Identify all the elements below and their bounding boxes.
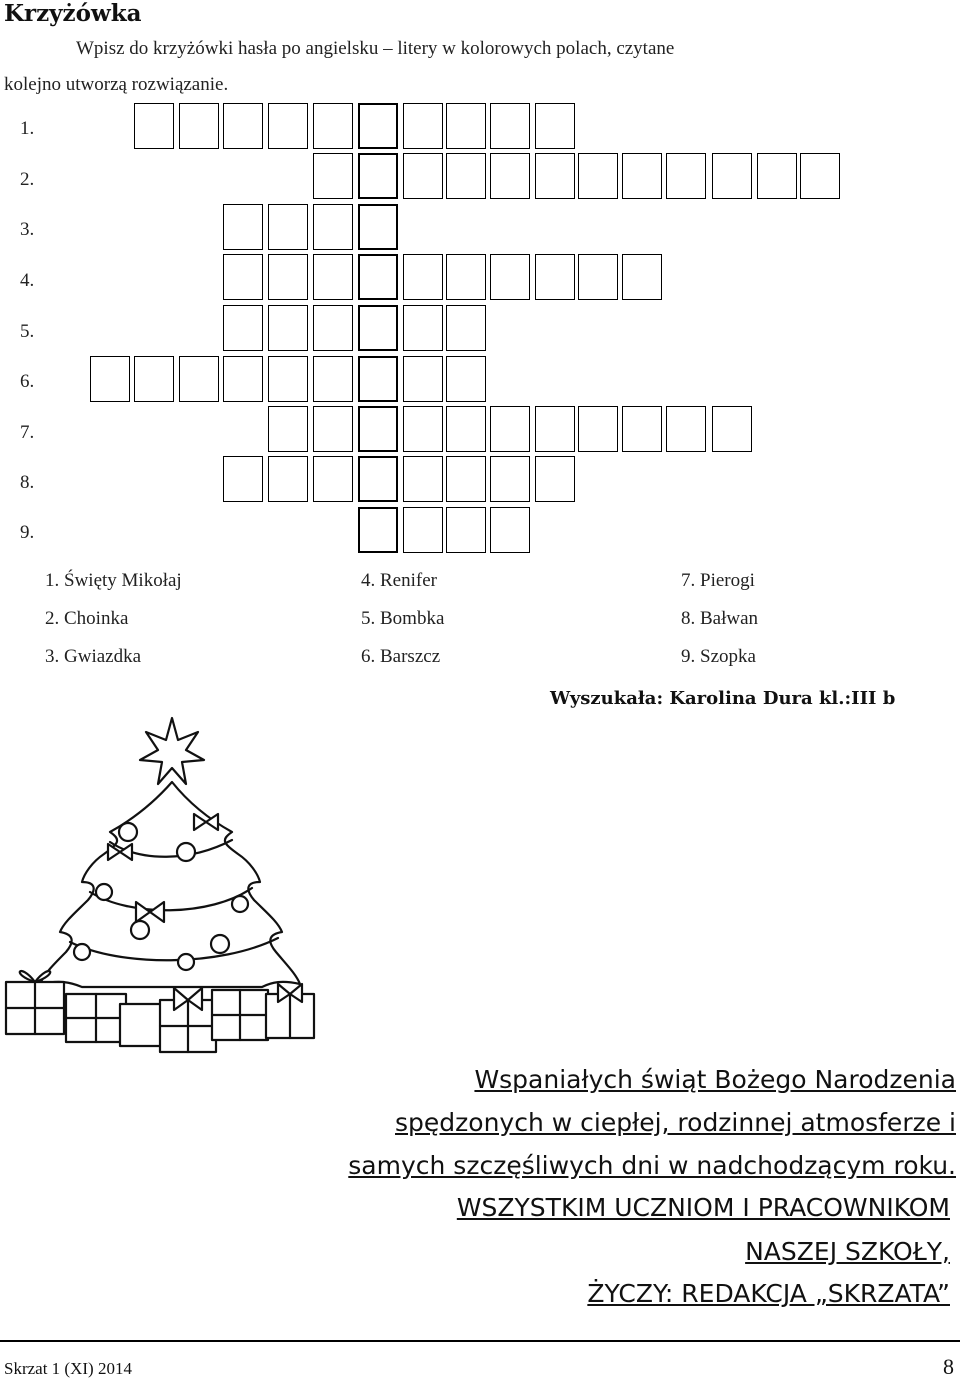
star-icon [140, 718, 204, 784]
crossword-cell[interactable] [490, 406, 530, 452]
crossword-cell[interactable] [757, 153, 797, 199]
crossword-cell[interactable] [313, 305, 353, 351]
footer-divider [0, 1340, 960, 1342]
crossword-cell[interactable] [622, 254, 662, 300]
crossword-cell[interactable] [535, 153, 575, 199]
crossword-cell[interactable] [800, 153, 840, 199]
crossword-cell[interactable] [403, 153, 443, 199]
instruction-line-1: Wpisz do krzyżówki hasła po angielsku – litery w kolorowych polach, czytane [76, 38, 675, 59]
crossword-cell[interactable] [535, 103, 575, 149]
crossword-solution-cell[interactable] [358, 406, 398, 452]
crossword-cell[interactable] [223, 456, 263, 502]
crossword-cell[interactable] [90, 356, 130, 402]
crossword-cell[interactable] [446, 153, 486, 199]
crossword-cell[interactable] [712, 406, 752, 452]
crossword-cell[interactable] [535, 456, 575, 502]
crossword-cell[interactable] [446, 507, 486, 553]
crossword-cell[interactable] [313, 356, 353, 402]
crossword-cell[interactable] [223, 204, 263, 250]
crossword-cell[interactable] [622, 153, 662, 199]
instruction-line-2: kolejno utworzą rozwiązanie. [4, 74, 229, 95]
crossword-cell[interactable] [268, 204, 308, 250]
crossword-solution-cell[interactable] [358, 305, 398, 351]
crossword-solution-cell[interactable] [358, 204, 398, 250]
crossword-cell[interactable] [403, 356, 443, 402]
crossword-cell[interactable] [268, 254, 308, 300]
crossword-cell[interactable] [666, 406, 706, 452]
crossword-cell[interactable] [179, 356, 219, 402]
crossword-cell[interactable] [578, 406, 618, 452]
clue-item: 9. Szopka [681, 646, 756, 667]
wish-line: ŻYCZY: REDAKCJA „SKRZATA” [587, 1279, 950, 1308]
clue-item: 5. Bombka [361, 608, 445, 629]
christmas-tree-illustration [0, 712, 325, 1057]
row-number: 9. [20, 522, 35, 543]
crossword-solution-cell[interactable] [358, 103, 398, 149]
crossword-cell[interactable] [179, 103, 219, 149]
crossword-cell[interactable] [712, 153, 752, 199]
wish-line: WSZYSTKIM UCZNIOM I PRACOWNIKOM [456, 1193, 950, 1222]
crossword-cell[interactable] [313, 103, 353, 149]
crossword-cell[interactable] [490, 507, 530, 553]
crossword-cell[interactable] [535, 254, 575, 300]
page-title: Krzyżówka [4, 0, 142, 27]
author-credit: Wyszukała: Karolina Dura kl.:III b [550, 688, 896, 709]
row-number: 2. [20, 169, 35, 190]
clue-item: 1. Święty Mikołaj [45, 570, 182, 591]
crossword-solution-cell[interactable] [358, 153, 398, 199]
crossword-cell[interactable] [535, 406, 575, 452]
row-number: 6. [20, 371, 35, 392]
crossword-cell[interactable] [268, 406, 308, 452]
crossword-cell[interactable] [223, 103, 263, 149]
crossword-solution-cell[interactable] [358, 507, 398, 553]
crossword-cell[interactable] [403, 456, 443, 502]
crossword-cell[interactable] [446, 103, 486, 149]
crossword-solution-cell[interactable] [358, 254, 398, 300]
crossword-cell[interactable] [403, 507, 443, 553]
crossword-cell[interactable] [446, 456, 486, 502]
crossword-cell[interactable] [578, 153, 618, 199]
row-number: 4. [20, 270, 35, 291]
crossword-cell[interactable] [446, 305, 486, 351]
row-number: 5. [20, 321, 35, 342]
crossword-cell[interactable] [490, 456, 530, 502]
row-number: 8. [20, 472, 35, 493]
crossword-solution-cell[interactable] [358, 356, 398, 402]
crossword-cell[interactable] [490, 153, 530, 199]
crossword-cell[interactable] [313, 204, 353, 250]
crossword-cell[interactable] [268, 103, 308, 149]
crossword-solution-cell[interactable] [358, 456, 398, 502]
crossword-cell[interactable] [490, 254, 530, 300]
row-number: 7. [20, 422, 35, 443]
clue-item: 3. Gwiazdka [45, 646, 142, 667]
wish-line: NASZEJ SZKOŁY, [745, 1237, 950, 1266]
wish-line: spędzonych w ciepłej, rodzinnej atmosferze i [395, 1108, 956, 1137]
crossword-cell[interactable] [134, 356, 174, 402]
crossword-cell[interactable] [403, 254, 443, 300]
crossword-cell[interactable] [622, 406, 662, 452]
crossword-cell[interactable] [578, 254, 618, 300]
crossword-cell[interactable] [268, 356, 308, 402]
crossword-cell[interactable] [223, 305, 263, 351]
crossword-cell[interactable] [223, 254, 263, 300]
page-number: 8 [943, 1354, 954, 1379]
crossword-cell[interactable] [403, 406, 443, 452]
crossword-cell[interactable] [268, 456, 308, 502]
crossword-cell[interactable] [313, 456, 353, 502]
clue-item: 4. Renifer [361, 570, 437, 591]
crossword-cell[interactable] [446, 254, 486, 300]
wish-line: samych szczęśliwych dni w nadchodzącym roku. [348, 1151, 956, 1180]
crossword-cell[interactable] [403, 103, 443, 149]
clue-item: 6. Barszcz [361, 646, 441, 667]
row-number: 1. [20, 118, 35, 139]
clue-item: 2. Choinka [45, 608, 129, 629]
clue-item: 8. Bałwan [681, 608, 759, 629]
crossword-cell[interactable] [134, 103, 174, 149]
crossword-cell[interactable] [403, 305, 443, 351]
crossword-cell[interactable] [313, 406, 353, 452]
crossword-cell[interactable] [313, 153, 353, 199]
crossword-cell[interactable] [223, 356, 263, 402]
crossword-cell[interactable] [268, 305, 308, 351]
crossword-cell[interactable] [446, 406, 486, 452]
footer-issue: Skrzat 1 (XI) 2014 [4, 1359, 132, 1378]
crossword-cell[interactable] [313, 254, 353, 300]
crossword-cell[interactable] [666, 153, 706, 199]
crossword-cell[interactable] [490, 103, 530, 149]
row-number: 3. [20, 219, 35, 240]
crossword-cell[interactable] [446, 356, 486, 402]
clue-item: 7. Pierogi [681, 570, 755, 591]
wish-line: Wspaniałych świąt Bożego Narodzenia [474, 1065, 956, 1094]
